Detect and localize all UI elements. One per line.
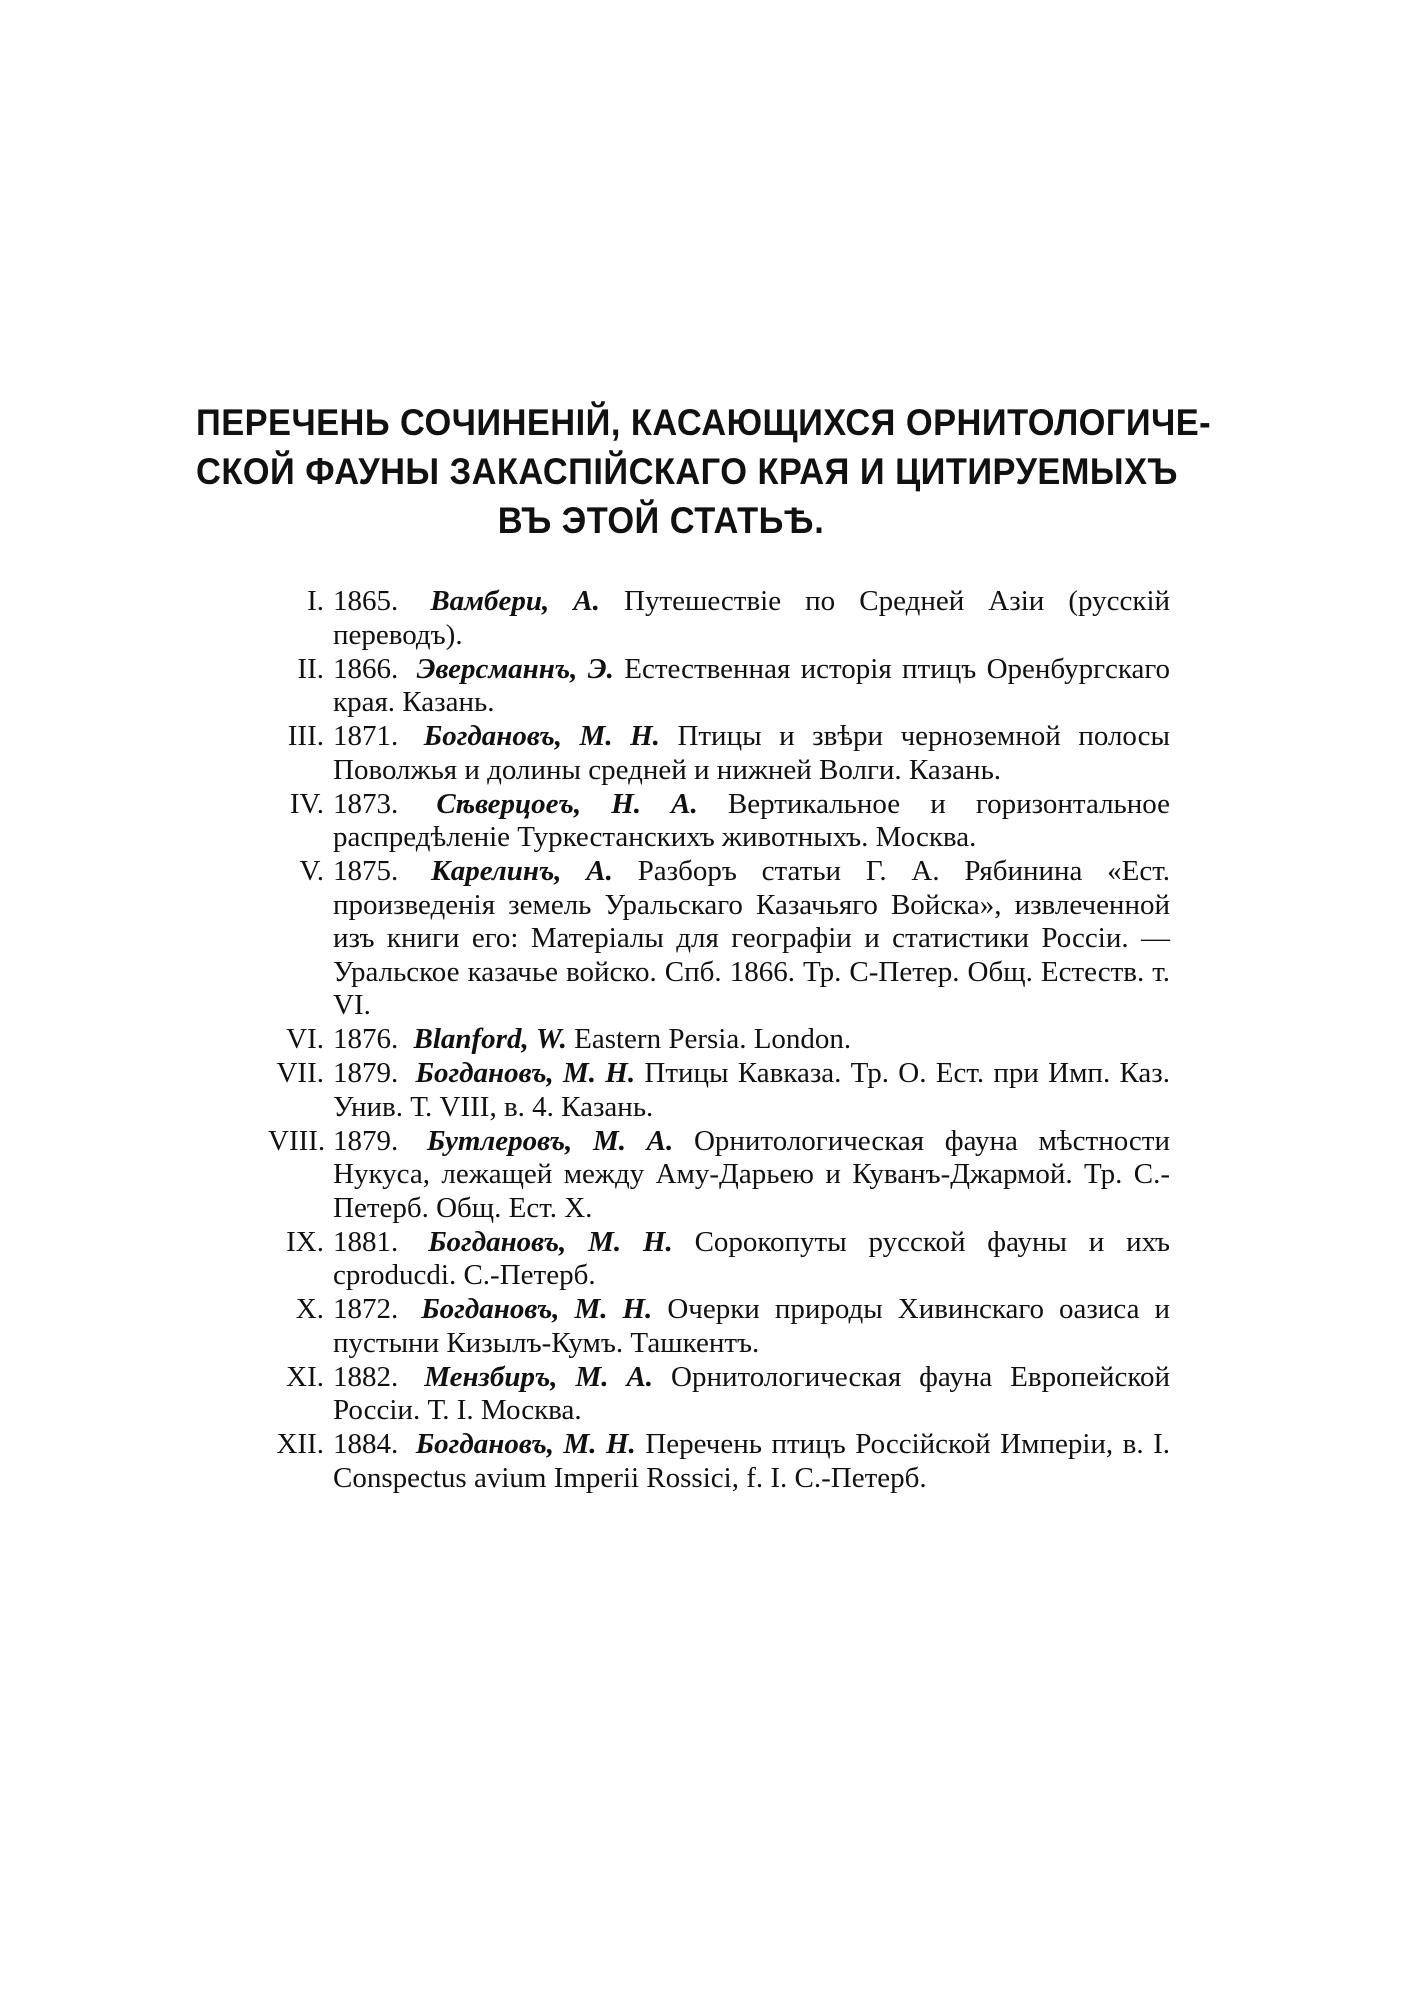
entry-author: Богдановъ,	[421, 1293, 560, 1325]
entry-text: Очерки природы Хивинскаго оазиса и пустыни Кизылъ-Кумъ. Ташкентъ.	[333, 1293, 1170, 1359]
entry-year: 1879.	[333, 1057, 399, 1089]
entry-number: IX.	[286, 1225, 324, 1258]
entry-initials: Н. А.	[611, 787, 698, 820]
bibliography-entry-10	[270, 1293, 1170, 1360]
entry-author: Сѣверцоеъ,	[436, 787, 582, 820]
entry-initials: М. Н.	[588, 1225, 673, 1258]
entry-number: X.	[295, 1293, 324, 1325]
entry-text: Орнитологическая фауна Европейской Россіи. Т. I. Москва.	[333, 1360, 1170, 1426]
entry-initials: М. Н.	[579, 720, 660, 752]
entry-text: Птицы Кавказа. Тр. О. Ест. при Имп. Каз. Унив. Т. VIII, в. 4. Казань.	[333, 1057, 1171, 1123]
entry-number: VIII.	[268, 1124, 326, 1157]
bibliography-entry-8	[270, 1125, 1170, 1226]
entry-number: VI.	[286, 1023, 324, 1055]
entry-initials: W.	[535, 1023, 567, 1055]
title-line-2: СКОЙ ФАУНЫ ЗАКАСПІЙСКАГО КРАЯ И ЦИТИРУЕМЫХЪ	[196, 451, 1178, 492]
entry-number: II.	[297, 652, 324, 685]
entry-author: Мензбиръ,	[424, 1360, 558, 1393]
entry-year: 1881.	[333, 1225, 399, 1258]
entry-number: I.	[307, 585, 324, 617]
page-title	[196, 398, 1212, 545]
entry-author: Богдановъ,	[423, 720, 562, 752]
bibliography-entry-7	[270, 1057, 1170, 1124]
entry-text: Птицы и звѣри черноземной полосы Поволжья и долины средней и нижней Волги. Казань.	[333, 720, 1171, 786]
entry-initials: А.	[586, 855, 613, 887]
entry-initials: М. Н.	[563, 1057, 636, 1089]
bibliography-entry-5	[270, 855, 1170, 1023]
bibliography-entry-2	[270, 653, 1170, 720]
entry-initials: М. Н.	[563, 1428, 636, 1460]
entry-year: 1875.	[333, 855, 399, 887]
entry-author: Бутлеровъ,	[426, 1124, 573, 1157]
title-line-3: ВЪ ЭТОЙ СТАТЬѢ.	[497, 500, 825, 541]
entry-author: Вамбери,	[430, 585, 550, 617]
entry-text: Путешествіе по Средней Азіи (русскій переводъ).	[333, 585, 1171, 651]
entry-year: 1884.	[333, 1428, 399, 1460]
entry-year: 1879.	[333, 1124, 399, 1157]
entry-text: Разборъ статьи Г. А. Рябинина «Ест. произведенія земель Уральскаго Казачьяго Войска», извлеченной изъ книги его: Матеріалы для географіи и статистики Россіи. — Уральское казачье войско. Спб. 1866. Тр. С-Петер. Общ. Естеств. т. VI.	[333, 855, 1171, 1021]
entry-number: XI.	[286, 1360, 324, 1393]
entry-initials: Э.	[587, 652, 614, 685]
entry-year: 1873.	[333, 787, 399, 820]
entry-initials: М. А.	[575, 1360, 654, 1393]
entry-year: 1876.	[333, 1023, 399, 1055]
entry-year: 1866.	[333, 652, 399, 685]
entry-author: Богдановъ,	[428, 1225, 567, 1258]
entry-number: XII.	[276, 1428, 324, 1460]
entry-number: III.	[287, 720, 324, 752]
entry-author: Эверсманнъ,	[416, 652, 578, 685]
entry-initials: М. Н.	[574, 1293, 653, 1325]
entry-text: Перечень птицъ Россійской Имперіи, в. I. Conspectus avium Imperii Rossici, f. I. С.-Петерб.	[333, 1428, 1171, 1494]
entry-number: V.	[299, 855, 324, 887]
entry-text: Вертикальное и горизонтальное распредѣленіе Туркестанскихъ животныхъ. Москва.	[333, 787, 1171, 853]
bibliography-entry-4	[270, 788, 1170, 855]
entry-initials: М. А.	[592, 1124, 674, 1157]
entry-year: 1865.	[333, 585, 399, 617]
entry-text: Сорокопуты русской фауны и ихъ сproducdi. С.-Петерб.	[333, 1225, 1171, 1291]
entry-text: Eastern Persia. London.	[574, 1023, 852, 1055]
bibliography-entry-11	[270, 1361, 1170, 1428]
entry-author: Богдановъ,	[415, 1057, 554, 1089]
entry-year: 1882.	[333, 1360, 399, 1393]
entry-initials: А.	[573, 585, 600, 617]
bibliography-entry-3	[270, 720, 1170, 787]
entry-number: VII.	[276, 1057, 324, 1089]
entry-author: Богдановъ,	[415, 1428, 554, 1460]
title-line-1: ПЕРЕЧЕНЬ СОЧИНЕНІЙ, КАСАЮЩИХСЯ ОРНИТОЛОГИЧЕ-	[196, 402, 1212, 443]
bibliography-entry-12	[270, 1428, 1170, 1495]
entry-author: Blanford,	[413, 1023, 529, 1055]
bibliography-entry-9	[270, 1226, 1170, 1293]
bibliography-entry-1	[270, 585, 1170, 652]
entry-number: IV.	[289, 787, 324, 820]
entry-text: Орнитологическая фауна мѣстности Нукуса, лежащей между Аму-Дарьею и Куванъ-Джармой. Тр. С.-Петерб. Общ. Ест. X.	[333, 1124, 1170, 1224]
bibliography-list	[270, 585, 1170, 1496]
entry-year: 1872.	[333, 1293, 399, 1325]
entry-author: Карелинъ,	[431, 855, 562, 887]
bibliography-entry-6	[270, 1023, 1170, 1057]
entry-text: Естественная исторія птицъ Оренбургскаго края. Казань.	[333, 652, 1171, 718]
entry-year: 1871.	[333, 720, 399, 752]
